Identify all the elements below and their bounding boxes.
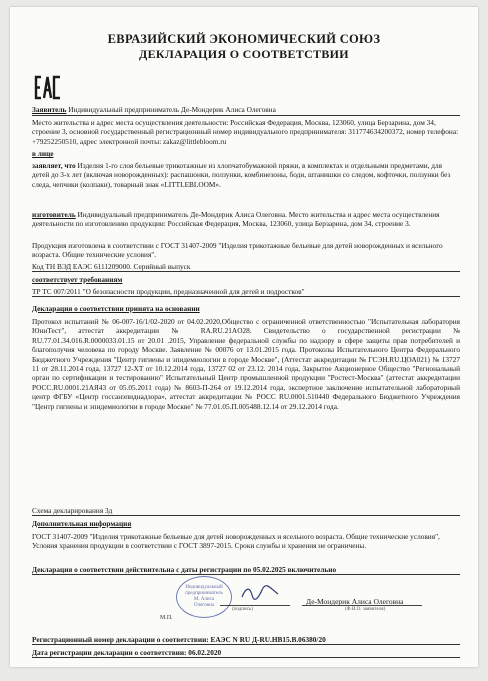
stamp-text-4: Олеговна: [193, 603, 214, 608]
manufacturer-value: Индивидуальный предприниматель Де-Мондерик Алиса Олеговна. Место жительства и адрес места осуществления деятельности по изготовлению продукции: Российская Федерация, Москва, 123060, улица Берзарина, дом 34, строение 3.: [32, 210, 440, 229]
manufacturer-label: изготовитель: [32, 210, 76, 219]
applicant-address: Место жительства и адрес места осуществления деятельности: Российская Федерация, Москва, 123060, улица Берзарина, дом 34, строение 3, основной государственный регистрационный номер индивидуального предпринимателя: 311774634200372, номер телефона: +79252250510, адрес электронной почты: zakaz@littlebloom.ru: [32, 118, 459, 146]
applicant-label: Заявитель: [32, 105, 67, 114]
declaration-label: заявляет, что: [32, 161, 76, 170]
declaration-block: [32, 161, 460, 208]
manufacturer-block: [32, 210, 460, 238]
stamp-text-2: предприниматель: [185, 591, 223, 596]
validity-text: Декларация о соответствии действительна с даты регистрации по 05.02.2025 включительно: [32, 565, 460, 575]
in-person-label: в лице: [32, 149, 54, 158]
product-code: Код ТН ВЭД ЕАЭС 6111209000. Серийный выпуск: [32, 262, 460, 272]
registration-number-row: [32, 635, 460, 645]
handwritten-signature: [240, 585, 280, 601]
mp-label: М.П.: [160, 615, 173, 621]
registration-number-label: Регистрационный номер декларации о соответствии:: [32, 635, 209, 644]
declaration-scheme: Схема декларирования 3д: [32, 506, 460, 516]
divider: [32, 115, 460, 116]
basis-value: Протокол испытаний № 06-007-16/1/02-2020 от 04.02.2020,Общество с ограниченной ответственностью "Испытательная лаборатория ЮниТест", аттестат аккредитации № RA.RU.21AO28. Свидетельство о государственной регистрации № RU.77.01.34.016.R.0000033.01.15 от 20.01 .2015, Управление федеральной службы по надзору в сфере защиты прав потребителей и благополучия человека по городу Москве. Заявление № 00076 от 13.01.2015 года. Протоколы Испытательного Центра Федерального Бюджетного Учреждения "Центр гигиены и эпидемиологии в городе Москве", (Аттестат аккредитации № ГСЭН.RU.ЦОА021) № 13727 11 от 28.11.2014 года, 13727 12-ХТ от 10.12.2014 года, 13727 02 от 23.12. 2014 года, Закрытое Акционерное Общество "Региональный орган по сертификации и тестированию" Испытательный Центр промышленной продукции "Ростест-Москва" (аттестат аккредитации РОСС.RU.0001.21АЯ43 от 05.05.2011 года) № 8603-П-264 от 19.12.2014 года, экспертное заключение испытательной лабораторный центр ФГБУ «Центр госсанэпиднадзора», аттестат аккредитации № РОСС RU.0001.510440 Федерального Бюджетного Учреждения "Центр гигиены и эпидемиологии в городе Москве" № 77.01.05.П.005488.12.14 от 29.12.2014 года.: [32, 317, 460, 411]
additional-value: ГОСТ 31407-2009 "Изделия трикотажные бельевые для детей новорожденных и ясельного возраста. Общие технические условия", Условия хранения продукции в соответствии с ГОСТ 3897-2015. Сроки службы и хранения не ограничены.: [32, 532, 440, 551]
registration-date-row: [32, 648, 460, 658]
seal-stamp: [176, 576, 232, 618]
stamp-text-1: Индивидуальный: [185, 585, 223, 590]
applicant-line: [32, 105, 460, 114]
name-caption: (Ф.И.О. заявителя): [345, 607, 386, 612]
requirements-label: соответствует требованиям: [32, 275, 123, 284]
document-title: ДЕКЛАРАЦИЯ О СООТВЕТСТВИИ: [139, 47, 349, 61]
stamp-text-3: М. Алиса: [193, 597, 215, 602]
basis-label: Декларация о соответствии принята на основании: [32, 304, 200, 313]
signer-name: Де-Мондерик Алиса Олеговна: [306, 597, 404, 606]
eac-logo-icon: [34, 75, 62, 100]
requirements-value: ТР ТС 007/2011 "О безопасности продукции, предназначенной для детей и подростков": [32, 287, 460, 297]
signature-caption: (подпись): [232, 607, 253, 612]
registration-number: ЕАЭС N RU Д-RU.НВ15.В.06380/20: [210, 635, 326, 644]
additional-label: Дополнительная информация: [32, 519, 132, 528]
registration-date: 06.02.2020: [188, 648, 222, 657]
applicant-value: Индивидуальный предприниматель Де-Мондерик Алиса Олеговна: [68, 105, 276, 114]
name-line: [302, 605, 422, 606]
union-title: ЕВРАЗИЙСКИЙ ЭКОНОМИЧЕСКИЙ СОЮЗ: [107, 32, 381, 46]
signature-line: [220, 605, 290, 606]
manufacturer-standard: Продукция изготовлена в соответствии с ГОСТ 31407-2009 "Изделия трикотажные бельевые для детей новорожденных и ясельного возраста. Общие технические условия".: [32, 241, 443, 260]
declaration-document: [10, 7, 478, 667]
registration-date-label: Дата регистрации декларации о соответствии:: [32, 648, 187, 657]
declaration-value: Изделия 1-го слоя бельевые трикотажные из хлопчатобумажной пряжи, в комплектах и отдельными предметами, для детей до 3-х лет (включая новорожденных): распашонки, ползунки, комбинезоны, боди, штанишки со следом, кофточки, ползунки без следа, чепчики (колпаки), товарный знак «LITTLEBLOOM».: [32, 161, 451, 189]
